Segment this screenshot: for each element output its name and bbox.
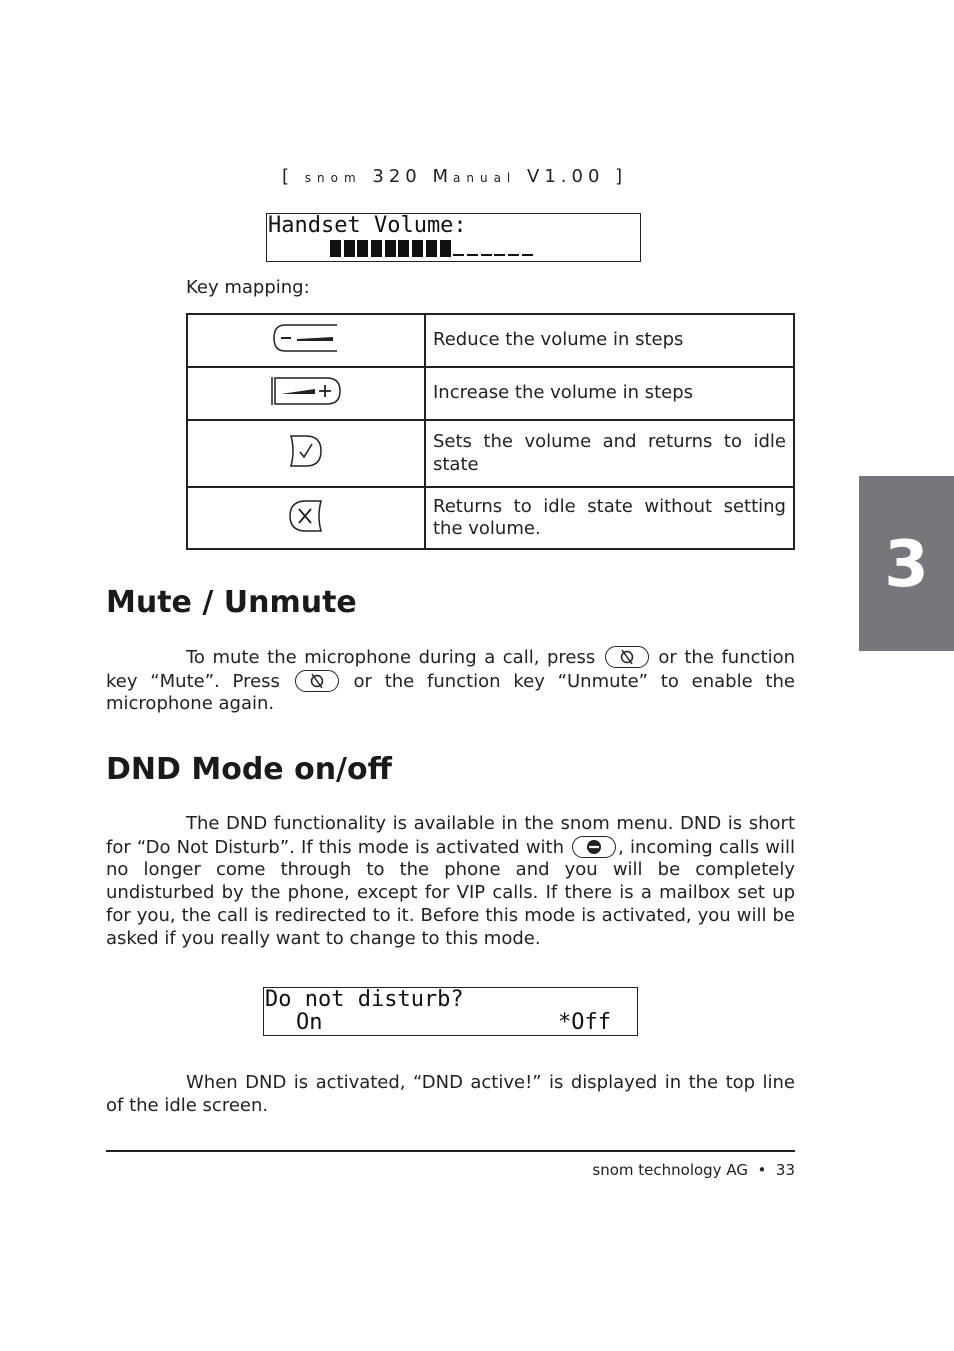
volume-segment-filled xyxy=(426,240,437,257)
dnd-option-off: *Off xyxy=(558,1010,611,1035)
dnd-option-on: On xyxy=(296,1010,323,1035)
volume-segment-filled xyxy=(440,240,451,257)
volume-segment-empty xyxy=(522,254,533,256)
header-manual-initial: M xyxy=(432,166,454,187)
mute-paragraph xyxy=(106,646,795,716)
key-description: Reduce the volume in steps xyxy=(425,314,794,367)
table-row xyxy=(187,420,794,487)
volume-segment-empty xyxy=(467,254,478,256)
header-manual-rest: anual xyxy=(453,171,517,185)
bracket-open: [ xyxy=(282,166,295,187)
header-brand: snom xyxy=(304,171,362,185)
volume-segment-empty xyxy=(453,254,464,256)
dnd-text-2: , incoming calls will no longer come through to the phone and you will be completely undisturbed by the phone, except for VIP calls. If there is a mailbox set up for you, the call is redirected to it. Before this mode is activated, you will be asked if you really want to change to this mode. xyxy=(106,836,795,949)
volume-segment-filled xyxy=(344,240,355,257)
volume-segment-filled xyxy=(371,240,382,257)
volume-segment-filled xyxy=(398,240,409,257)
volume-level-bar xyxy=(330,238,535,260)
mute-text-1: To mute the microphone during a call, press xyxy=(186,647,596,668)
key-cell xyxy=(187,367,425,420)
page-footer xyxy=(592,1161,795,1179)
page-number: 33 xyxy=(775,1161,795,1179)
key-description: Returns to idle state without setting the volume. xyxy=(425,487,794,549)
volume-display-title: Handset Volume: xyxy=(268,213,467,238)
chapter-tab xyxy=(859,476,954,651)
volume-down-key-icon xyxy=(271,322,341,354)
volume-segment-filled xyxy=(357,240,368,257)
footer-rule xyxy=(106,1150,795,1152)
handset-volume-display xyxy=(266,213,641,262)
header-version: V1.00 xyxy=(527,166,605,187)
dnd-display-title: Do not disturb? xyxy=(265,987,464,1012)
ok-key-icon xyxy=(288,433,324,469)
volume-segment-filled xyxy=(385,240,396,257)
mute-text-2: or the function key “Mute”. Press xyxy=(106,647,795,692)
footer-company: snom technology AG xyxy=(592,1161,748,1179)
cancel-key-icon xyxy=(287,498,325,534)
table-row xyxy=(187,314,794,367)
bracket-close: ] xyxy=(615,166,628,187)
chapter-number: 3 xyxy=(884,528,929,602)
table-row xyxy=(187,367,794,420)
key-cell xyxy=(187,487,425,549)
volume-segment-empty xyxy=(481,254,492,256)
dnd-confirm-display xyxy=(263,987,638,1036)
mute-key-icon xyxy=(295,670,339,692)
volume-segment-filled xyxy=(330,240,341,257)
key-cell xyxy=(187,420,425,487)
key-mapping-table xyxy=(186,313,795,550)
running-header xyxy=(282,166,627,187)
dnd-heading: DND Mode on/off xyxy=(106,752,392,787)
dnd-paragraph xyxy=(106,813,795,950)
dnd-active-paragraph: When DND is activated, “DND active!” is displayed in the top line of the idle screen. xyxy=(106,1072,795,1116)
key-cell xyxy=(187,314,425,367)
key-description: Sets the volume and returns to idle state xyxy=(425,420,794,487)
mute-key-icon xyxy=(605,646,649,668)
footer-bullet: • xyxy=(757,1161,767,1179)
mute-heading: Mute / Unmute xyxy=(106,585,357,620)
volume-up-key-icon xyxy=(269,375,343,407)
key-description: Increase the volume in steps xyxy=(425,367,794,420)
table-row xyxy=(187,487,794,549)
key-mapping-label: Key mapping: xyxy=(186,277,310,298)
volume-segment-empty xyxy=(494,254,505,256)
volume-segment-filled xyxy=(412,240,423,257)
dnd-key-icon xyxy=(572,836,616,858)
mute-text-3: or the function key “Unmute” to enable the microphone again. xyxy=(106,670,795,715)
header-model: 320 xyxy=(372,166,422,187)
volume-segment-empty xyxy=(508,254,519,256)
dnd-text-1: The DND functionality is available in the snom menu. DND is short for “Do Not Disturb”. If this mode is activated with xyxy=(106,813,795,858)
